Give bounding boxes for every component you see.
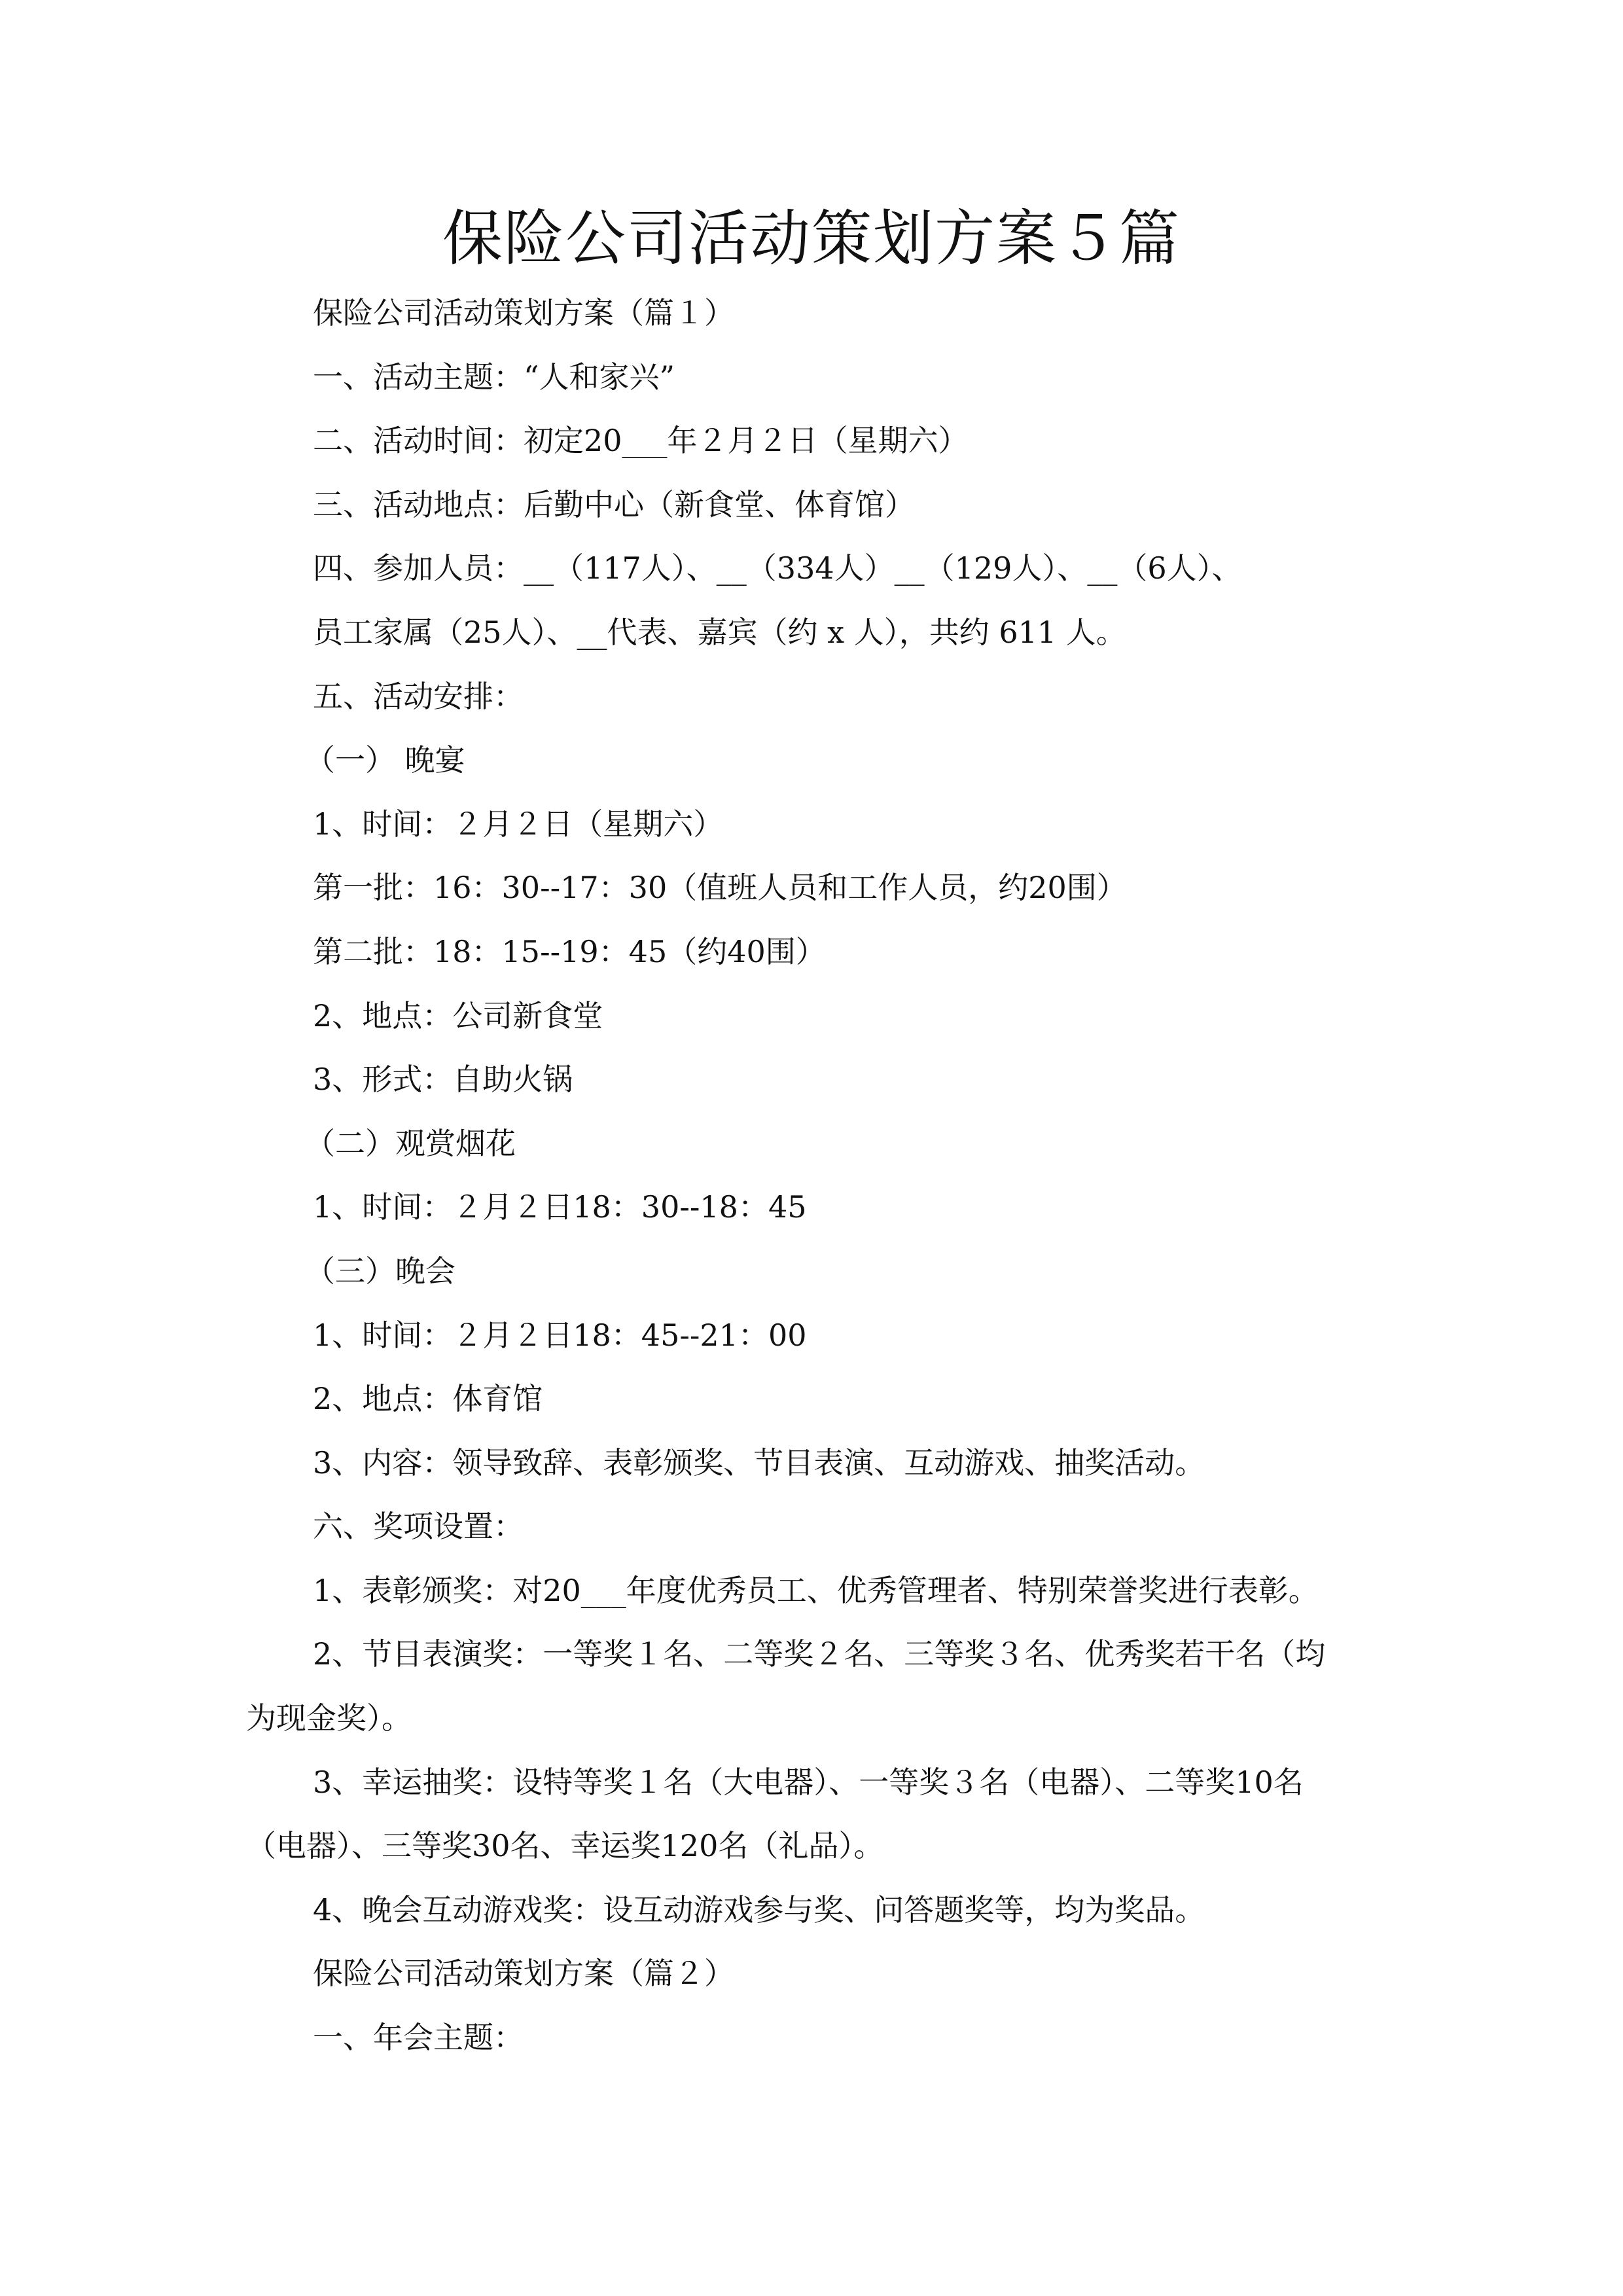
paragraph: 3、幸运抽奖：设特等奖１名（大电器）、一等奖３名（电器）、二等奖10名 xyxy=(313,1764,1304,1800)
document-title: 保险公司活动策划方案５篇 xyxy=(442,204,1181,274)
paragraph: 1、表彰颁奖：对20___年度优秀员工、优秀管理者、特别荣誉奖进行表彰。 xyxy=(313,1572,1319,1608)
document-body xyxy=(246,281,1385,2070)
paragraph: 二、活动时间：初定20___年２月２日（星期六） xyxy=(313,423,969,459)
paragraph: 四、参加人员：__（117人）、__（334人）__（129人）、__（6人）、 xyxy=(313,550,1242,586)
paragraph: 第二批：18：15--19：45（约40围） xyxy=(313,933,826,969)
paragraph: 2、地点：体育馆 xyxy=(313,1381,543,1417)
subsection-heading: （二）观赏烟花 xyxy=(305,1125,516,1161)
paragraph: 一、活动主题：“人和家兴” xyxy=(313,359,675,395)
paragraph: 三、活动地点：后勤中心（新食堂、体育馆） xyxy=(313,486,915,522)
paragraph: 第一批：16：30--17：30（值班人员和工作人员，约20围） xyxy=(313,870,1127,906)
paragraph: 1、时间：２月２日18：30--18：45 xyxy=(313,1189,807,1225)
paragraph: 2、地点：公司新食堂 xyxy=(313,997,603,1033)
paragraph-continuation: 为现金奖）。 xyxy=(246,1700,412,1736)
paragraph: 3、形式：自助火锅 xyxy=(313,1062,573,1098)
section-heading: 保险公司活动策划方案（篇１） xyxy=(313,295,734,331)
paragraph: 1、时间：２月２日（星期六） xyxy=(313,806,724,842)
paragraph: 六、奖项设置： xyxy=(313,1509,524,1545)
paragraph: 4、晚会互动游戏奖：设互动游戏参与奖、问答题奖等，均为奖品。 xyxy=(313,1892,1205,1928)
paragraph-continuation: （电器）、三等奖30名、幸运奖120名（礼品）。 xyxy=(246,1828,884,1864)
paragraph: 1、时间：２月２日18：45--21：00 xyxy=(313,1317,807,1353)
paragraph: 3、内容：领导致辞、表彰颁奖、节目表演、互动游戏、抽奖活动。 xyxy=(313,1444,1205,1480)
subsection-heading: （一） 晚宴 xyxy=(305,742,465,778)
paragraph: 五、活动安排： xyxy=(313,678,524,714)
paragraph: 员工家属（25人）、__代表、嘉宾（约 x 人），共约 611 人。 xyxy=(313,614,1126,650)
section-heading: 保险公司活动策划方案（篇２） xyxy=(313,1956,734,1992)
subsection-heading: （三）晚会 xyxy=(305,1253,455,1289)
paragraph: 2、节目表演奖：一等奖１名、二等奖２名、三等奖３名、优秀奖若干名（均 xyxy=(313,1636,1326,1672)
paragraph: 一、年会主题： xyxy=(313,2020,524,2056)
